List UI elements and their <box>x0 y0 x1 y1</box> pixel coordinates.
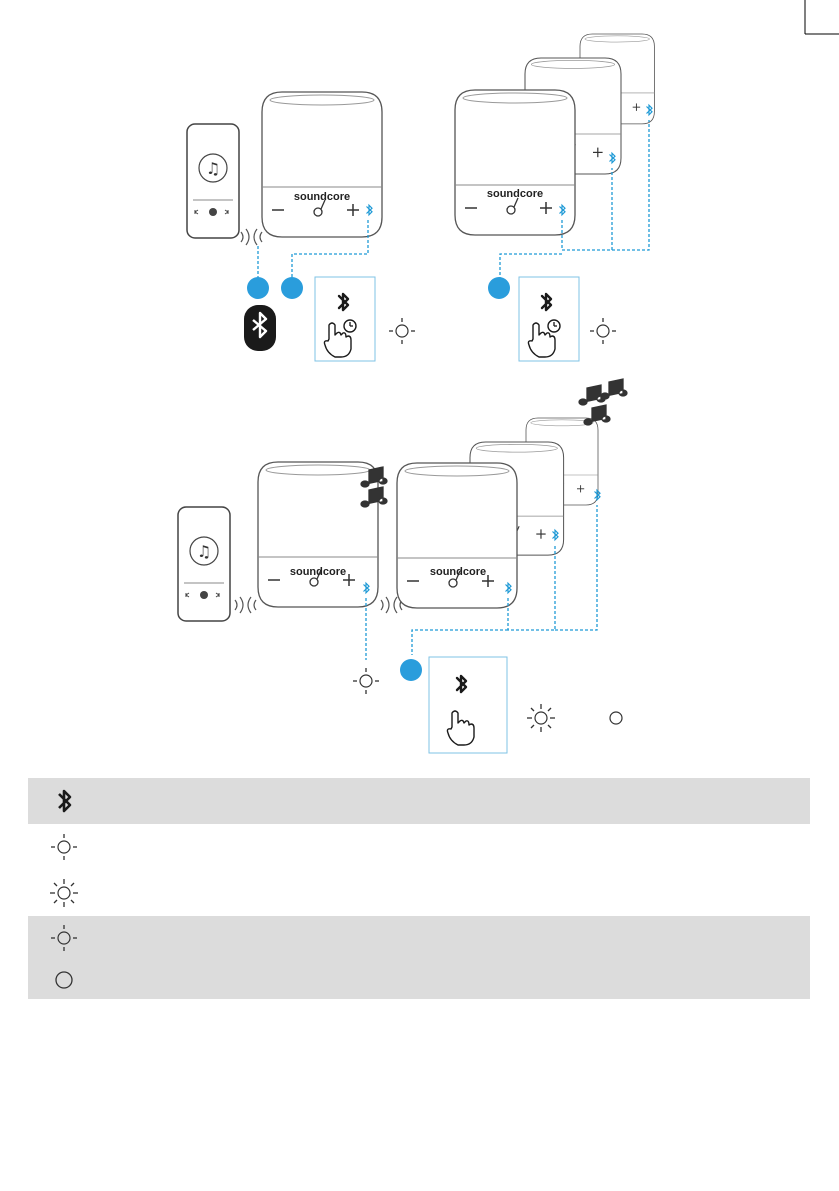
bluetooth-icon <box>48 785 80 817</box>
speaker-wordmark: soundcore <box>289 566 347 578</box>
led-solid-icon <box>610 712 622 724</box>
legend-table <box>28 778 810 999</box>
instruction-card-1 <box>315 277 375 361</box>
led-blinking-icon <box>389 318 415 344</box>
led-solid-icon <box>48 964 80 996</box>
instruction-card-2 <box>519 277 579 361</box>
speaker-wordmark: soundcore <box>486 188 544 200</box>
legend-row-led-blinking <box>28 824 810 870</box>
bluetooth-icon <box>244 305 276 351</box>
step-badge-1 <box>247 277 269 299</box>
instruction-card-3 <box>429 657 507 753</box>
step-badge-4 <box>400 659 422 681</box>
speaker-stack-top <box>455 34 654 235</box>
speaker-top-left <box>262 92 382 237</box>
led-fast-blinking-icon <box>527 704 555 732</box>
legend-row-bluetooth <box>28 778 810 824</box>
legend-row-led-status <box>28 916 810 999</box>
speaker-wordmark: soundcore <box>429 566 487 578</box>
illustration-canvas: ♫ soundcore soundcore soundcore soundcore <box>0 0 839 1191</box>
led-blinking-icon <box>48 831 80 863</box>
speaker-wordmark: soundcore <box>293 191 351 203</box>
phone-top <box>187 124 239 238</box>
legend-row-led-fast-blinking <box>28 870 810 916</box>
speaker-stack-bottom <box>397 418 600 608</box>
led-blinking-icon <box>48 922 80 954</box>
phone-bottom <box>178 507 230 621</box>
speaker-bottom-left <box>258 462 378 607</box>
step-badge-3 <box>488 277 510 299</box>
led-fast-blinking-icon <box>48 877 80 909</box>
step-badge-2 <box>281 277 303 299</box>
